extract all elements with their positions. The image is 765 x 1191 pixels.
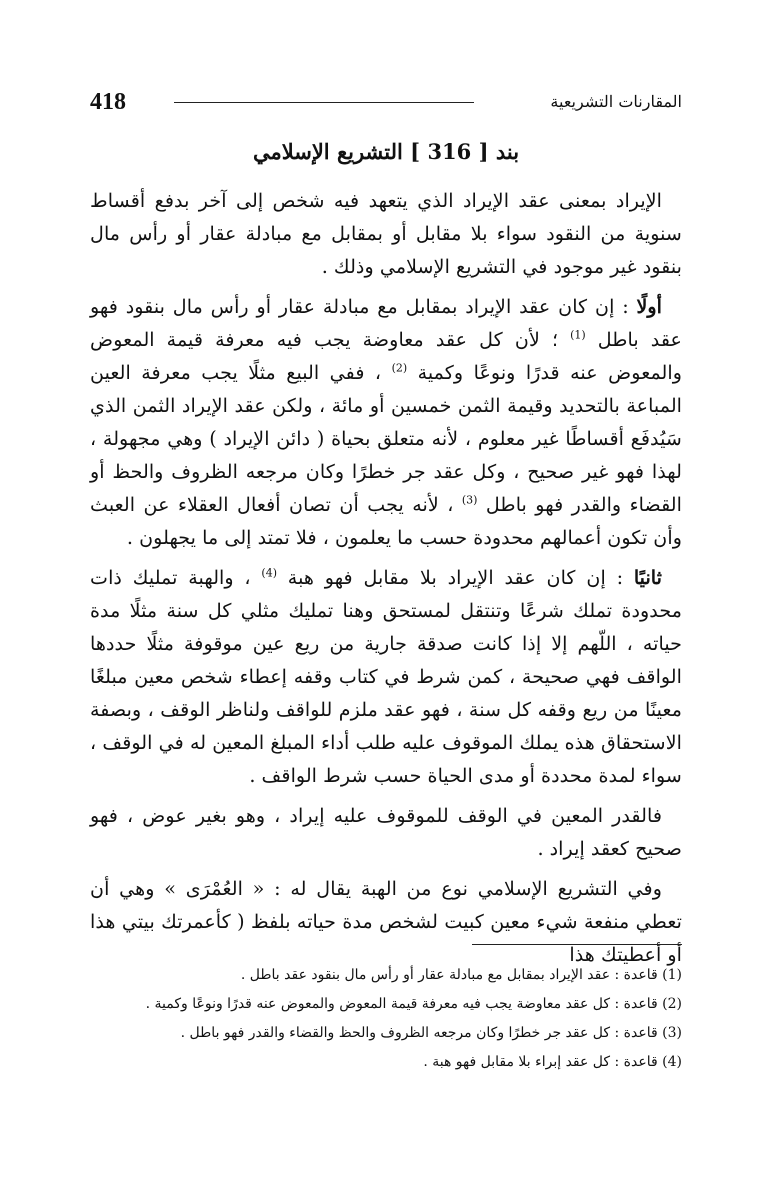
paragraph-second: [90, 561, 682, 792]
paragraph-text: ، لأنه يجب أن تصان أفعال العقلاء عن العبث وأن تكون أعمالهم محدودة حسب ما يعلمون ، فلا تمتد إلى ما يجهلون .: [90, 493, 682, 549]
footnote-text: قاعدة : كل عقد إبراء بلا مقابل فهو هبة .: [423, 1054, 658, 1070]
page-header: [90, 86, 682, 120]
body-text: [90, 184, 682, 978]
paragraph-lead: أولًا: [636, 295, 662, 318]
footnote-number: (1): [662, 967, 682, 983]
paragraph-text: فالقدر المعين في الوقف للموقوف عليه إيراد ، وهو بغير عوض ، فهو صحيح كعقد إيراد .: [90, 804, 682, 860]
footnote: [90, 1019, 682, 1048]
paragraph-text: ، ففي البيع مثلًا يجب معرفة العين المباعة بالتحديد وقيمة الثمن خمسين أو مائة ، ولكن عقد الإيراد الثمن الذي سَيُدفَع أقساطًا غير معلوم ، لأنه متعلق بحياة ( دائن الإيراد ) وهي مجهولة ، لهذا فهو غير صحيح ، وكل عقد جر خطرًا وكان مرجعه الظروف والحظ أو القضاء والقدر فهو باطل: [90, 361, 682, 516]
paragraph-text: ، والهبة تمليك ذات محدودة تملك شرعًا وتنتقل لمستحق وهنا تمليك مثلي كل سنة مثلًا مدة حياته ، اللّهم إلا إذا كانت صدقة جارية من ريع عين موقوفة مثلًا حددها الواقف فهي صحيحة ، كمن شرط في كتاب وقفه إعطاء شخص معين مبلغًا معينًا من ريع وقفه كل سنة ، فهو عقد ملزم للواقف ولناظر الوقف ، وبصفة الاستحقاق هذه يملك الموقوف عليه طلب أداء المبلغ المعين له في الوقف ، سواء لمدة محددة أو مدى الحياة حسب شرط الواقف .: [90, 566, 682, 787]
paragraph-intro: [90, 184, 682, 283]
paragraph-text: : إن كان عقد الإيراد بمقابل مع مبادلة عقار أو رأس مال بنقود فهو عقد باطل: [90, 295, 682, 351]
paragraph-waqf: [90, 799, 682, 865]
footnote-number: (4): [662, 1054, 682, 1070]
paragraph-first: [90, 290, 682, 554]
footnote: [90, 990, 682, 1019]
footnote-text: قاعدة : كل عقد معاوضة يجب فيه معرفة قيمة المعوض والمعوض عنه قدرًا ونوعًا وكمية .: [145, 996, 658, 1012]
footnote-number: (2): [662, 996, 682, 1012]
footnote-ref: (1): [570, 328, 586, 342]
section-title: بند [ 316 ] التشريع الإسلامي: [252, 139, 520, 164]
paragraph-text: : إن كان عقد الإيراد بلا مقابل فهو هبة: [277, 566, 634, 589]
running-title: المقارنات التشريعية: [550, 92, 682, 111]
footnote-ref: (4): [261, 566, 278, 580]
paragraph-text: الإيراد بمعنى عقد الإيراد الذي يتعهد فيه شخص إلى آخر بدفع أقساط سنوية من النقود سواء بلا مقابل أو بمقابل مع مبادلة عقار أو رأس مال بنقود غير موجود في التشريع الإسلامي وذلك .: [90, 189, 682, 278]
page-number: 418: [90, 89, 126, 115]
footnote: [90, 961, 682, 990]
footnote-text: قاعدة : عقد الإيراد بمقابل مع مبادلة عقار أو رأس مال بنقود عقد باطل .: [240, 967, 658, 983]
footnotes: [90, 961, 682, 1077]
footnote-rule: [472, 944, 682, 945]
footnote: [90, 1048, 682, 1077]
footnote-number: (3): [662, 1025, 682, 1041]
footnote-ref: (3): [461, 493, 478, 507]
header-rule: [174, 102, 474, 103]
paragraph-lead: ثانيًا: [633, 566, 662, 589]
paragraph-umra: [90, 872, 682, 971]
paragraph-text: وفي التشريع الإسلامي نوع من الهبة يقال له : « العُمْرَى » وهي أن تعطي منفعة شيء معين كبيت لشخص مدة حياته بلفظ ( كأعمرتك بيتي هذا أو أعطيتك هذا: [90, 877, 682, 966]
paragraph-text: ؛ لأن كل عقد معاوضة يجب فيه معرفة قيمة المعوض والمعوض عنه قدرًا ونوعًا وكمية: [90, 328, 682, 384]
footnote-text: قاعدة : كل عقد جر خطرًا وكان مرجعه الظروف والحظ والقضاء والقدر فهو باطل .: [180, 1025, 658, 1041]
footnote-ref: (2): [391, 361, 408, 375]
